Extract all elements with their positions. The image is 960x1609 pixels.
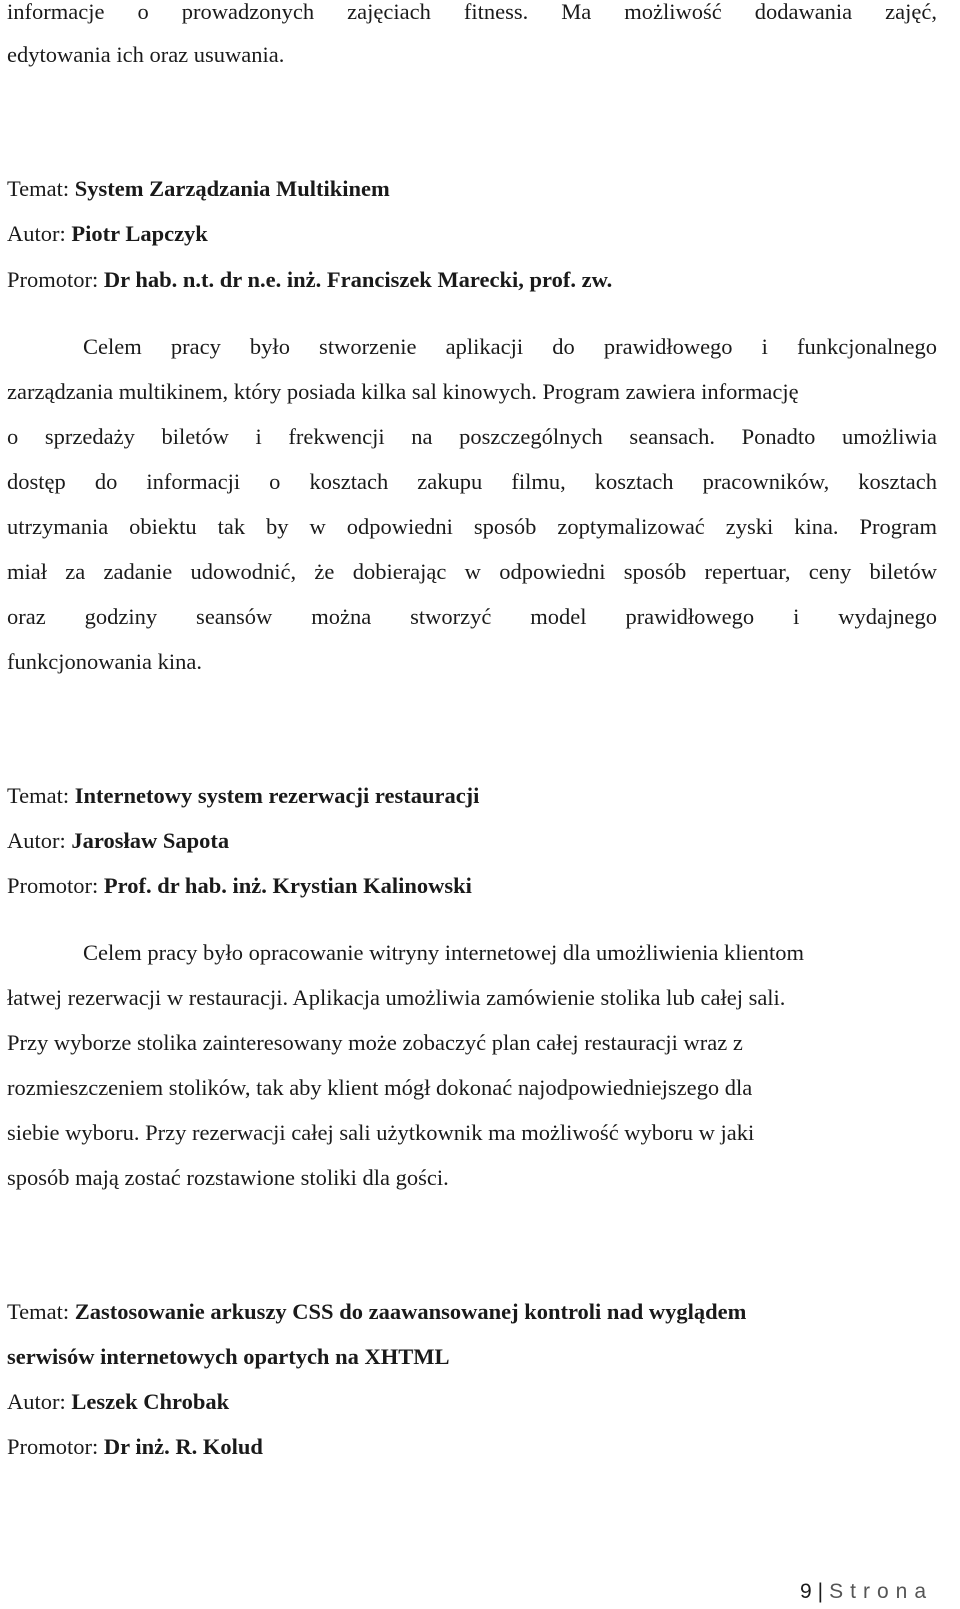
- entry-2-abstract-line: Przy wyborze stolika zainteresowany może zobaczyć plan całej restauracji wraz z: [7, 1030, 743, 1055]
- topic-label: Temat:: [7, 783, 70, 808]
- entry-1-promoter: [7, 265, 937, 295]
- entry-3-topic-value-line-2: serwisów internetowych opartych na XHTML: [7, 1344, 450, 1369]
- promoter-label: Promotor:: [7, 1434, 99, 1459]
- entry-2-promoter: [7, 871, 937, 901]
- entry-2-abstract-line: sposób mają zostać rozstawione stoliki dla gości.: [7, 1165, 449, 1190]
- entry-2-author-value: Jarosław Sapota: [71, 828, 230, 853]
- entry-3-topic: [7, 1297, 937, 1327]
- entry-1-topic-value: System Zarządzania Multikinem: [74, 176, 390, 201]
- entry-3-promoter-value: Dr inż. R. Kolud: [103, 1434, 263, 1459]
- promoter-label: Promotor:: [7, 873, 99, 898]
- entry-1-abstract-line: utrzymania obiektu tak by w odpowiedni sposób zoptymalizować zyski kina. Program: [7, 514, 937, 539]
- entry-3-author: [7, 1387, 937, 1417]
- entry-2-abstract-line: łatwej rezerwacji w restauracji. Aplikacja umożliwia zamówienie stolika lub całej sali.: [7, 985, 786, 1010]
- promoter-label: Promotor:: [7, 267, 99, 292]
- entry-1-abstract-line: Celem pracy było stworzenie aplikacji do prawidłowego i funkcjonalnego: [83, 334, 937, 359]
- topic-label: Temat:: [7, 1299, 70, 1324]
- author-label: Autor:: [7, 1389, 66, 1414]
- intro-line-1: informacje o prowadzonych zajęciach fitness. Ma możliwość dodawania zajęć,: [7, 0, 937, 24]
- entry-3-topic-continuation: [7, 1342, 937, 1372]
- author-label: Autor:: [7, 828, 66, 853]
- entry-3-author-value: Leszek Chrobak: [71, 1389, 230, 1414]
- footer-page-word: Strona: [829, 1580, 933, 1603]
- entry-1-abstract-line: o sprzedaży biletów i frekwencji na poszczególnych seansach. Ponadto umożliwia: [7, 424, 937, 449]
- entry-1-topic: [7, 174, 937, 204]
- intro-line-2: edytowania ich oraz usuwania.: [7, 42, 285, 67]
- entry-2-topic: [7, 781, 937, 811]
- entry-2-abstract-line: Celem pracy było opracowanie witryny internetowej dla umożliwienia klientom: [83, 940, 805, 965]
- topic-label: Temat:: [7, 176, 70, 201]
- entry-1-promoter-value: Dr hab. n.t. dr n.e. inż. Franciszek Marecki, prof. zw.: [103, 267, 613, 292]
- entry-3-promoter: [7, 1432, 937, 1462]
- entry-2-abstract-line: siebie wyboru. Przy rezerwacji całej sali użytkownik ma możliwość wyboru w jaki: [7, 1120, 755, 1145]
- entry-2-abstract-line: rozmieszczeniem stolików, tak aby klient mógł dokonać najodpowiedniejszego dla: [7, 1075, 753, 1100]
- author-label: Autor:: [7, 221, 66, 246]
- entry-1-abstract-line: dostęp do informacji o kosztach zakupu filmu, kosztach pracowników, kosztach: [7, 469, 937, 494]
- page-footer: [800, 1578, 933, 1606]
- entry-1-abstract-line: funkcjonowania kina.: [7, 649, 202, 674]
- entry-1-author-value: Piotr Lapczyk: [71, 221, 208, 246]
- entry-3-topic-value: Zastosowanie arkuszy CSS do zaawansowanej kontroli nad wyglądem: [74, 1299, 747, 1324]
- entry-1-abstract-line: oraz godziny seansów można stworzyć model prawidłowego i wydajnego: [7, 604, 937, 629]
- entry-2-author: [7, 826, 937, 856]
- page-number: 9: [799, 1580, 812, 1603]
- entry-2-topic-value: Internetowy system rezerwacji restauracji: [74, 783, 480, 808]
- entry-1-author: [7, 219, 937, 249]
- entry-2-promoter-value: Prof. dr hab. inż. Krystian Kalinowski: [103, 873, 472, 898]
- entry-1-abstract-line: zarządzania multikinem, który posiada kilka sal kinowych. Program zawiera informację: [7, 379, 799, 404]
- footer-separator: |: [817, 1580, 824, 1603]
- entry-1-abstract-line: miał za zadanie udowodnić, że dobierając w odpowiedni sposób repertuar, ceny biletów: [7, 559, 937, 584]
